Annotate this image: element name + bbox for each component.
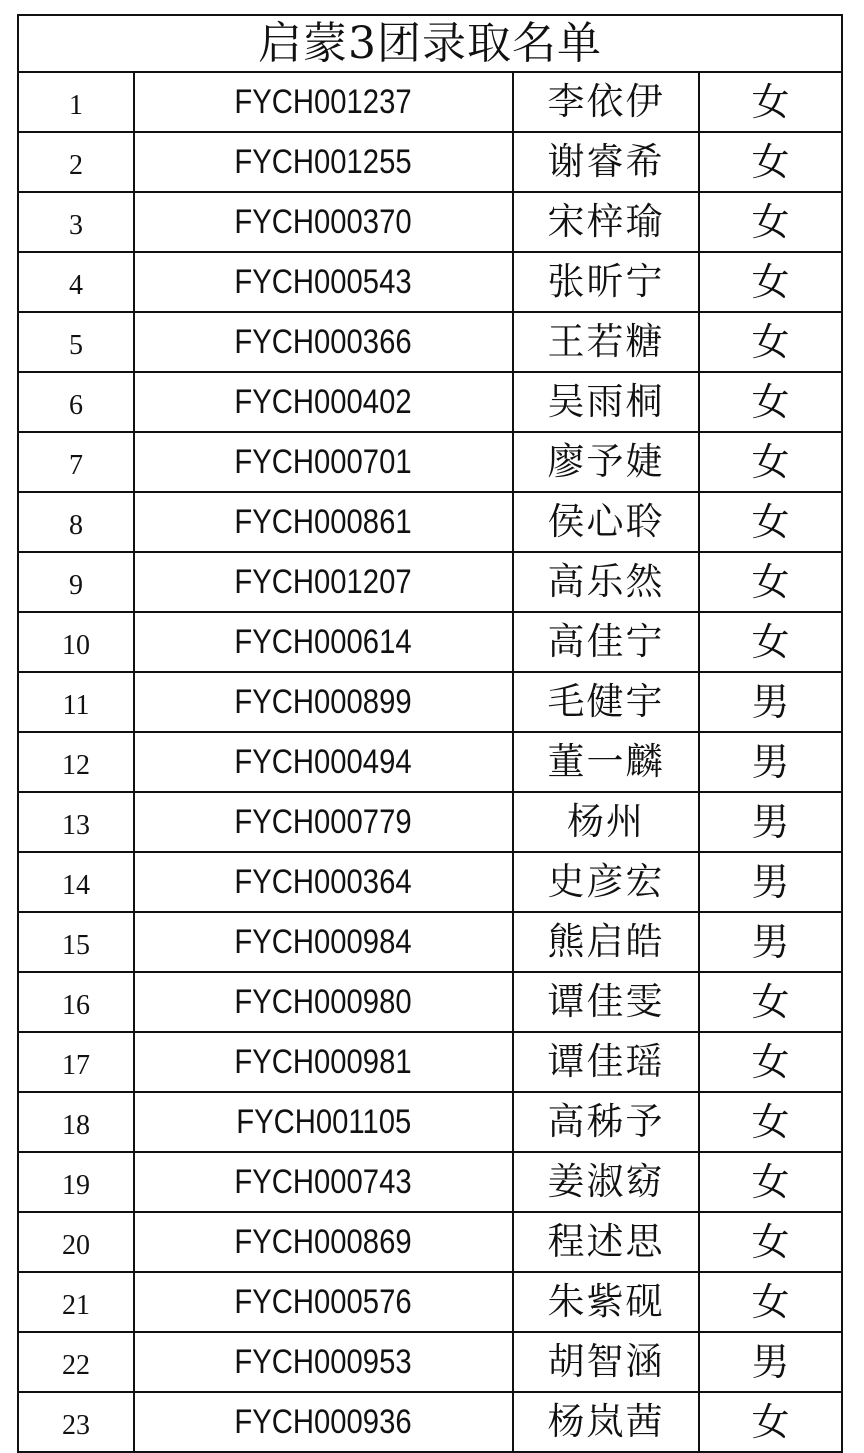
row-number-cell: 10 bbox=[18, 612, 134, 672]
row-number-cell: 8 bbox=[18, 492, 134, 552]
applicant-id-text: FYCH000364 bbox=[234, 863, 413, 901]
gender-cell: 女 bbox=[699, 312, 842, 372]
applicant-id-text: FYCH000543 bbox=[234, 263, 413, 301]
table-row bbox=[18, 432, 842, 492]
student-name-cell: 吴雨桐 bbox=[513, 372, 699, 432]
table-row bbox=[18, 912, 842, 972]
student-name-cell: 熊启皓 bbox=[513, 912, 699, 972]
gender-cell: 男 bbox=[699, 672, 842, 732]
gender-cell: 女 bbox=[699, 1032, 842, 1092]
applicant-id-cell bbox=[134, 1392, 513, 1452]
applicant-id-cell bbox=[134, 252, 513, 312]
row-number-cell: 11 bbox=[18, 672, 134, 732]
student-name-cell: 杨州 bbox=[513, 792, 699, 852]
gender-cell: 女 bbox=[699, 252, 842, 312]
applicant-id-text: FYCH000953 bbox=[234, 1343, 413, 1381]
gender-cell: 男 bbox=[699, 912, 842, 972]
table-title: 启蒙3团录取名单 bbox=[18, 15, 842, 72]
applicant-id-cell bbox=[134, 72, 513, 132]
applicant-id-cell bbox=[134, 1272, 513, 1332]
applicant-id-text: FYCH000861 bbox=[234, 503, 413, 541]
table-row bbox=[18, 1392, 842, 1452]
table-row bbox=[18, 252, 842, 312]
row-number-cell: 12 bbox=[18, 732, 134, 792]
gender-cell: 男 bbox=[699, 1332, 842, 1392]
table-row bbox=[18, 1092, 842, 1152]
row-number-cell: 5 bbox=[18, 312, 134, 372]
gender-cell: 女 bbox=[699, 1152, 842, 1212]
student-name-cell: 张昕宁 bbox=[513, 252, 699, 312]
applicant-id-text: FYCH001237 bbox=[234, 83, 413, 121]
gender-cell: 女 bbox=[699, 132, 842, 192]
row-number-cell: 19 bbox=[18, 1152, 134, 1212]
student-name-cell: 谭佳瑶 bbox=[513, 1032, 699, 1092]
student-name-cell: 高佳宁 bbox=[513, 612, 699, 672]
table-row bbox=[18, 492, 842, 552]
applicant-id-text: FYCH000869 bbox=[234, 1223, 413, 1261]
gender-cell: 女 bbox=[699, 972, 842, 1032]
student-name-cell: 侯心聆 bbox=[513, 492, 699, 552]
applicant-id-cell bbox=[134, 1332, 513, 1392]
applicant-id-text: FYCH000402 bbox=[234, 383, 413, 421]
applicant-id-cell bbox=[134, 492, 513, 552]
row-number-cell: 2 bbox=[18, 132, 134, 192]
student-name-cell: 杨岚茜 bbox=[513, 1392, 699, 1452]
gender-cell: 女 bbox=[699, 432, 842, 492]
row-number-cell: 4 bbox=[18, 252, 134, 312]
gender-cell: 女 bbox=[699, 1272, 842, 1332]
applicant-id-text: FYCH000701 bbox=[234, 443, 413, 481]
applicant-id-text: FYCH000779 bbox=[234, 803, 413, 841]
table-row bbox=[18, 1212, 842, 1272]
row-number-cell: 15 bbox=[18, 912, 134, 972]
applicant-id-text: FYCH000899 bbox=[234, 683, 413, 721]
gender-cell: 男 bbox=[699, 792, 842, 852]
student-name-cell: 王若糖 bbox=[513, 312, 699, 372]
table-row bbox=[18, 192, 842, 252]
table-row bbox=[18, 732, 842, 792]
table-row bbox=[18, 672, 842, 732]
applicant-id-cell bbox=[134, 792, 513, 852]
applicant-id-text: FYCH000743 bbox=[234, 1163, 413, 1201]
row-number-cell: 20 bbox=[18, 1212, 134, 1272]
gender-cell: 女 bbox=[699, 1212, 842, 1272]
student-name-cell: 董一麟 bbox=[513, 732, 699, 792]
table-row bbox=[18, 1152, 842, 1212]
gender-cell: 女 bbox=[699, 1092, 842, 1152]
applicant-id-cell bbox=[134, 612, 513, 672]
table-row bbox=[18, 792, 842, 852]
student-name-cell: 宋梓瑜 bbox=[513, 192, 699, 252]
table-row bbox=[18, 132, 842, 192]
table-row bbox=[18, 72, 842, 132]
student-name-cell: 谢睿希 bbox=[513, 132, 699, 192]
gender-cell: 男 bbox=[699, 732, 842, 792]
table-row bbox=[18, 312, 842, 372]
applicant-id-cell bbox=[134, 1092, 513, 1152]
applicant-id-cell bbox=[134, 1152, 513, 1212]
table-row bbox=[18, 852, 842, 912]
applicant-id-cell bbox=[134, 192, 513, 252]
table-row bbox=[18, 1332, 842, 1392]
row-number-cell: 6 bbox=[18, 372, 134, 432]
applicant-id-cell bbox=[134, 1212, 513, 1272]
row-number-cell: 18 bbox=[18, 1092, 134, 1152]
applicant-id-cell bbox=[134, 432, 513, 492]
gender-cell: 女 bbox=[699, 492, 842, 552]
row-number-cell: 3 bbox=[18, 192, 134, 252]
table-row bbox=[18, 972, 842, 1032]
row-number-cell: 1 bbox=[18, 72, 134, 132]
applicant-id-cell bbox=[134, 972, 513, 1032]
applicant-id-text: FYCH001255 bbox=[234, 143, 413, 181]
student-name-cell: 李依伊 bbox=[513, 72, 699, 132]
student-name-cell: 程述思 bbox=[513, 1212, 699, 1272]
row-number-cell: 17 bbox=[18, 1032, 134, 1092]
applicant-id-text: FYCH000936 bbox=[234, 1403, 413, 1441]
admission-list-table bbox=[17, 14, 843, 1453]
student-name-cell: 朱紫砚 bbox=[513, 1272, 699, 1332]
applicant-id-text: FYCH000980 bbox=[234, 983, 413, 1021]
applicant-id-cell bbox=[134, 912, 513, 972]
applicant-id-cell bbox=[134, 672, 513, 732]
applicant-id-text: FYCH000981 bbox=[234, 1043, 413, 1081]
applicant-id-cell bbox=[134, 132, 513, 192]
row-number-cell: 23 bbox=[18, 1392, 134, 1452]
row-number-cell: 7 bbox=[18, 432, 134, 492]
applicant-id-text: FYCH000576 bbox=[234, 1283, 413, 1321]
student-name-cell: 毛健宇 bbox=[513, 672, 699, 732]
student-name-cell: 史彦宏 bbox=[513, 852, 699, 912]
applicant-id-text: FYCH000984 bbox=[234, 923, 413, 961]
applicant-id-cell bbox=[134, 852, 513, 912]
table-row bbox=[18, 612, 842, 672]
table-row bbox=[18, 1272, 842, 1332]
applicant-id-cell bbox=[134, 1032, 513, 1092]
applicant-id-text: FYCH000366 bbox=[234, 323, 413, 361]
table-row bbox=[18, 1032, 842, 1092]
table-row bbox=[18, 372, 842, 432]
row-number-cell: 14 bbox=[18, 852, 134, 912]
gender-cell: 男 bbox=[699, 852, 842, 912]
applicant-id-text: FYCH001207 bbox=[234, 563, 413, 601]
applicant-id-cell bbox=[134, 372, 513, 432]
student-name-cell: 姜淑窈 bbox=[513, 1152, 699, 1212]
row-number-cell: 16 bbox=[18, 972, 134, 1032]
applicant-id-text: FYCH001105 bbox=[235, 1103, 412, 1141]
student-name-cell: 高秭予 bbox=[513, 1092, 699, 1152]
row-number-cell: 21 bbox=[18, 1272, 134, 1332]
applicant-id-cell bbox=[134, 732, 513, 792]
applicant-id-text: FYCH000494 bbox=[234, 743, 413, 781]
gender-cell: 女 bbox=[699, 192, 842, 252]
student-name-cell: 高乐然 bbox=[513, 552, 699, 612]
student-name-cell: 谭佳雯 bbox=[513, 972, 699, 1032]
applicant-id-cell bbox=[134, 552, 513, 612]
row-number-cell: 13 bbox=[18, 792, 134, 852]
applicant-id-text: FYCH000370 bbox=[234, 203, 413, 241]
row-number-cell: 22 bbox=[18, 1332, 134, 1392]
table-row bbox=[18, 552, 842, 612]
gender-cell: 女 bbox=[699, 552, 842, 612]
title-row bbox=[18, 15, 842, 72]
gender-cell: 女 bbox=[699, 612, 842, 672]
gender-cell: 女 bbox=[699, 372, 842, 432]
gender-cell: 女 bbox=[699, 72, 842, 132]
student-name-cell: 廖予婕 bbox=[513, 432, 699, 492]
student-name-cell: 胡智涵 bbox=[513, 1332, 699, 1392]
applicant-id-cell bbox=[134, 312, 513, 372]
row-number-cell: 9 bbox=[18, 552, 134, 612]
applicant-id-text: FYCH000614 bbox=[234, 623, 413, 661]
gender-cell: 女 bbox=[699, 1392, 842, 1452]
